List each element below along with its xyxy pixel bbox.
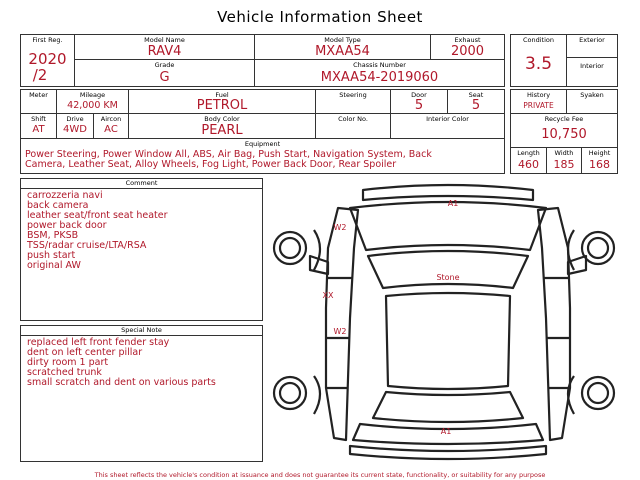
exterior-cell [566,34,618,58]
right-rear-wheel-inner [588,383,608,403]
fuel-value: PETROL [196,98,248,113]
meter-cell [20,89,57,114]
height-value: 168 [589,158,610,171]
windshield-outline [368,251,528,288]
special-note-text [27,338,216,388]
car-diagram [268,178,618,466]
special-note-line: dirty room 1 part [27,357,109,368]
fuel-label: Fuel [215,91,229,99]
left-side-outline [326,208,358,440]
aircon-cell [93,113,129,139]
history-label: History [526,91,551,99]
condition-cell [510,34,567,87]
door-value: 5 [414,98,424,113]
shift-value: AT [32,124,45,135]
left-rear-wheel-inner [280,383,300,403]
color-no-label: Color No. [338,115,368,123]
body-color-cell [128,113,316,139]
model-type-label: Model Type [324,36,361,44]
shift-cell [20,113,57,139]
special-note-box [20,325,263,462]
mark-rear: A1 [440,427,452,436]
seat-value: 5 [471,98,481,113]
width-value: 185 [553,158,575,171]
door-cell [390,89,448,114]
height-cell [581,147,618,174]
comment-line: power back door [27,220,107,231]
mark-roof: Stone [436,273,460,282]
history-cell [510,89,567,114]
grade-cell [74,59,255,87]
special-note-line: small scratch and dent on various parts [27,377,216,388]
drive-cell [56,113,94,139]
mileage-value: 42,000 KM [67,100,118,111]
interior-color-label: Interior Color [426,115,469,123]
equipment-label: Equipment [244,140,281,148]
exhaust-label: Exhaust [454,36,481,44]
comment-label: Comment [21,179,262,189]
model-name-label: Model Name [144,36,185,44]
mileage-label: Mileage [79,91,106,99]
left-front-wheel-inner [280,238,300,258]
recycle-fee-label: Recycle Fee [544,115,584,123]
width-label: Width [554,149,574,157]
syaken-label: Syaken [580,91,604,99]
equipment-line: Power Steering, Power Window All, ABS, Air Bag, Push Start, Navigation System, Back [25,149,432,160]
rear-window-outline [373,392,523,422]
grade-label: Grade [154,61,175,69]
model-name-value: RAV4 [147,44,182,59]
drive-label: Drive [66,115,84,123]
comment-line: leather seat/front seat heater [27,210,168,221]
mark-front: A1 [447,199,459,208]
first-reg-label: First Reg. [32,36,63,44]
chassis-value: MXAA54-2019060 [320,70,439,85]
length-label: Length [517,149,540,157]
recycle-fee-cell [510,113,618,148]
exhaust-cell [430,34,505,60]
length-value: 460 [518,158,539,171]
width-cell [546,147,582,174]
roof-outline [386,293,510,389]
comment-line: BSM, PKSB [27,230,79,241]
equipment-line: Camera, Leather Seat, Alloy Wheels, Fog Light, Power Back Door, Rear Spoiler [25,159,397,170]
interior-cell [566,57,618,87]
sheet-title: Vehicle Information Sheet [217,8,423,26]
equipment-text [25,150,432,170]
comment-line: back camera [27,200,89,211]
left-front-fender [314,230,320,270]
seat-cell [447,89,505,114]
disclaimer-footer: This sheet reflects the vehicle's condition at issuance and does not guarantee its current state, functionality, or suitability for any purpose [94,471,546,479]
mark-left-front: W2 [333,223,347,232]
meter-label: Meter [29,91,48,99]
mark-left-side: XX [322,291,334,300]
comment-box [20,178,263,321]
door-label: Door [411,91,427,99]
model-type-value: MXAA54 [315,44,370,59]
steering-label: Steering [339,91,367,99]
right-front-wheel [582,232,614,264]
comment-line: carrozzeria navi [27,190,103,201]
comment-line: original AW [27,260,81,271]
steering-cell [315,89,391,114]
comment-line: TSS/radar cruise/LTA/RSA [27,240,147,251]
chassis-label: Chassis Number [353,61,406,69]
body-color-value: PEARL [201,123,243,138]
special-note-label: Special Note [21,326,262,336]
special-note-line: scratched trunk [27,367,102,378]
model-type-cell [254,34,431,60]
comment-line: push start [27,250,76,261]
special-note-line: dent on left center pillar [27,347,143,358]
comment-text [27,191,168,271]
first-reg-month: /2 [32,66,48,84]
aircon-label: Aircon [100,115,122,123]
history-value: PRIVATE [523,101,554,110]
first-reg-year: 2020 [28,50,67,68]
length-cell [510,147,547,174]
grade-value: G [159,70,170,85]
rear-bumper-outline [350,446,546,459]
right-side-outline [538,208,570,440]
special-note-line: replaced left front fender stay [27,337,170,348]
aircon-value: AC [104,124,118,135]
body-color-label: Body Color [204,115,240,123]
left-front-wheel [274,232,306,264]
height-label: Height [588,149,611,157]
right-rear-wheel [582,377,614,409]
recycle-fee-value: 10,750 [541,127,587,142]
equipment-cell [20,138,505,174]
front-bumper-outline [363,185,533,200]
condition-label: Condition [522,36,555,44]
seat-label: Seat [468,91,484,99]
model-name-cell [74,34,255,60]
first-reg-cell [20,34,75,87]
left-rear-wheel [274,377,306,409]
mark-left-door: W2 [333,327,347,336]
drive-value: 4WD [63,124,87,135]
chassis-cell [254,59,505,87]
interior-color-cell [390,113,505,139]
shift-label: Shift [31,115,46,123]
left-rear-fender [314,376,320,414]
exhaust-value: 2000 [450,44,485,59]
color-no-cell [315,113,391,139]
condition-value: 3.5 [524,54,553,74]
right-front-wheel-inner [588,238,608,258]
fuel-cell [128,89,316,114]
mileage-cell [56,89,129,114]
exterior-label: Exterior [579,36,605,44]
syaken-cell [566,89,618,114]
interior-label: Interior [580,62,604,70]
hood-outline [350,202,546,250]
